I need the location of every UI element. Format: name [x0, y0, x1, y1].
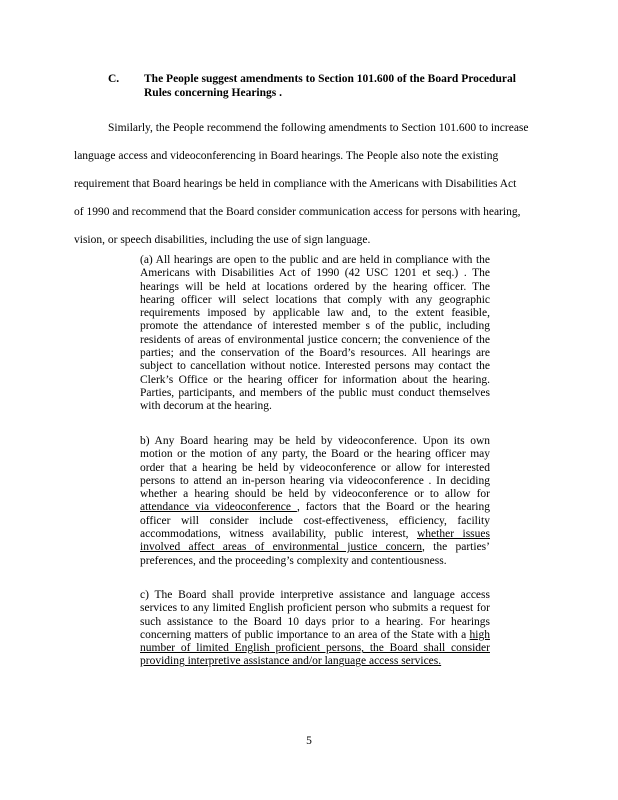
- intro-line: requirement that Board hearings be held in compliance with the Americans with Disabilities Act: [74, 178, 517, 190]
- paragraph-c-insertion: high number of limited English proficient persons, the Board shall consider providing interpretive assistance and/or language access services.: [140, 628, 490, 668]
- paragraph-b-text: , factors that the Board or the hearing officer will consider include cost-effectiveness, efficiency, facility accommodations, witness availability, public interest,: [140, 501, 490, 541]
- paragraph-b-text: b) Any Board hearing may be held by videoconference. Upon its own motion or the motion of any party, the Board or the hearing officer may order that a hearing be held by videoconference or allow for interested persons to attend an in-person hearing via videoconference . In deciding whether a hearing should be held by videoconference or to allow for: [140, 435, 490, 501]
- paragraph-b-insertion: attendance via videoconference: [140, 501, 297, 514]
- section-letter: C.: [108, 73, 120, 85]
- intro-line: of 1990 and recommend that the Board consider communication access for persons with hearing,: [74, 206, 521, 218]
- intro-line: Similarly, the People recommend the following amendments to Section 101.600 to increase: [108, 122, 529, 134]
- amendment-paragraph-a: [140, 254, 490, 414]
- intro-line: language access and videoconferencing in Board hearings. The People also note the existing: [74, 150, 499, 162]
- intro-line: vision, or speech disabilities, including the use of sign language.: [74, 234, 371, 246]
- amendment-paragraph-b: [140, 435, 490, 568]
- section-title: The People suggest amendments to Section 101.600 of the Board Procedural Rules concerning Hearings .: [144, 73, 516, 99]
- amendment-paragraph-c: [140, 589, 490, 669]
- paragraph-c-text: c) The Board shall provide interpretive assistance and language access services to any limited English proficient person who submits a request for such assistance to the Board 10 days prior to a hearing. For hearings concerning matters of public importance to an area of the State with a: [140, 589, 490, 641]
- intro-paragraph: [74, 114, 548, 254]
- paragraph-a-text: (a) All hearings are open to the public and are held in compliance with the Americans with Disabilities Act of 1990 (42 USC 1201 et seq.) . The hearings will be held at locations ordered by the hearing officer. The hearing officer will select locations that comply with any geographic requirements imposed by applicable law and, to the extent feasible, promote the attendance of interested member s of the public, including residents of areas of environmental justice concern; the convenience of the parties; and the conservation of the Board’s resources. All hearings are subject to cancellation without notice. Interested persons may contact the Clerk’s Office or the hearing officer for information about the hearing. Parties, participants, and members of the public must conduct themselves with decorum at the hearing.: [140, 254, 490, 413]
- paragraph-b-insertion: whether issues involved affect areas of environmental justice concern: [140, 528, 490, 554]
- page-number: 5: [306, 735, 312, 747]
- paragraph-b-text: , the parties’ preferences, and the proceeding’s complexity and contentiousness.: [140, 541, 490, 567]
